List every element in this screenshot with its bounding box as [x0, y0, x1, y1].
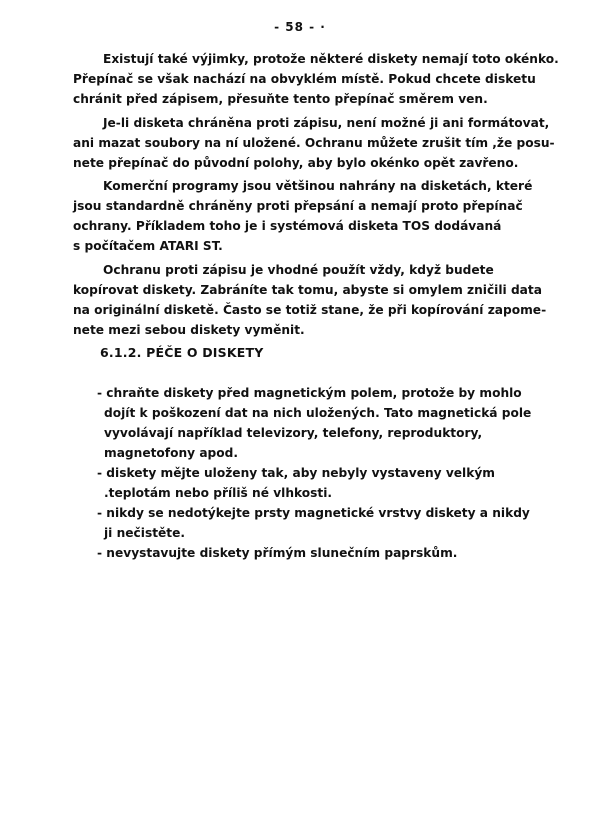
text-line: - nevystavujte diskety přímým slunečním paprskům.	[97, 546, 458, 560]
text-line: nete přepínač do původní polohy, aby bylo okénko opět zavřeno.	[73, 155, 519, 170]
text-line: ji nečistěte.	[104, 526, 186, 540]
text-line: s počítačem ATARI ST.	[73, 239, 223, 254]
body-text	[73, 50, 559, 345]
text-line: - nikdy se nedotýkejte prsty magnetické vrstvy diskety a nikdy	[97, 506, 530, 520]
text-line: magnetofony apod.	[104, 446, 239, 460]
text-line: ochrany. Příkladem toho je i systémová disketa TOS dodávaná	[73, 219, 502, 234]
text-line: kopírovat diskety. Zabráníte tak tomu, abyste si omylem zničili data	[73, 282, 542, 297]
section-heading: 6.1.2. PÉČE O DISKETY	[100, 345, 264, 360]
text-line: - chraňte diskety před magnetickým polem, protože by mohlo	[97, 386, 522, 400]
text-line: jsou standardně chráněny proti přepsání a nemají proto přepínač	[73, 199, 523, 214]
text-line: Ochranu proti zápisu je vhodné použít vždy, když budete	[103, 263, 494, 278]
text-line: Je-li disketa chráněna proti zápisu, není možné ji ani formátovat,	[103, 115, 550, 130]
list-item	[97, 543, 529, 563]
paragraph	[73, 177, 533, 257]
text-line: Komerční programy jsou většinou nahrány na disketách, které	[103, 179, 533, 194]
text-line: .teplotám nebo příliš né vlhkosti.	[104, 486, 333, 500]
paragraph	[73, 114, 555, 174]
text-line: vyvolávají například televizory, telefony, reproduktory,	[104, 426, 483, 440]
page-number: - 58 - ·	[274, 20, 326, 34]
text-line: - diskety mějte uloženy tak, aby nebyly vystaveny velkým	[97, 466, 495, 480]
paragraph	[73, 50, 559, 110]
text-line: Přepínač se však nachází na obvyklém místě. Pokud chcete disketu	[73, 71, 536, 86]
list-item	[97, 463, 529, 503]
list-item	[97, 383, 532, 463]
care-list	[97, 383, 532, 563]
text-line: nete mezi sebou diskety vyměnit.	[73, 322, 305, 337]
text-line: ani mazat soubory na ní uložené. Ochranu můžete zrušit tím ,že posu-	[73, 135, 555, 150]
text-line: dojít k poškození dat na nich uložených. Tato magnetická pole	[104, 406, 532, 420]
text-line: chránit před zápisem, přesuňte tento přepínač směrem ven.	[73, 91, 488, 106]
text-line: na originální disketě. Často se totiž stane, že při kopírování zapome-	[73, 302, 547, 317]
list-item	[97, 503, 529, 543]
text-line: Existují také výjimky, protože některé diskety nemají toto okénko.	[103, 52, 559, 66]
paragraph	[73, 261, 547, 341]
